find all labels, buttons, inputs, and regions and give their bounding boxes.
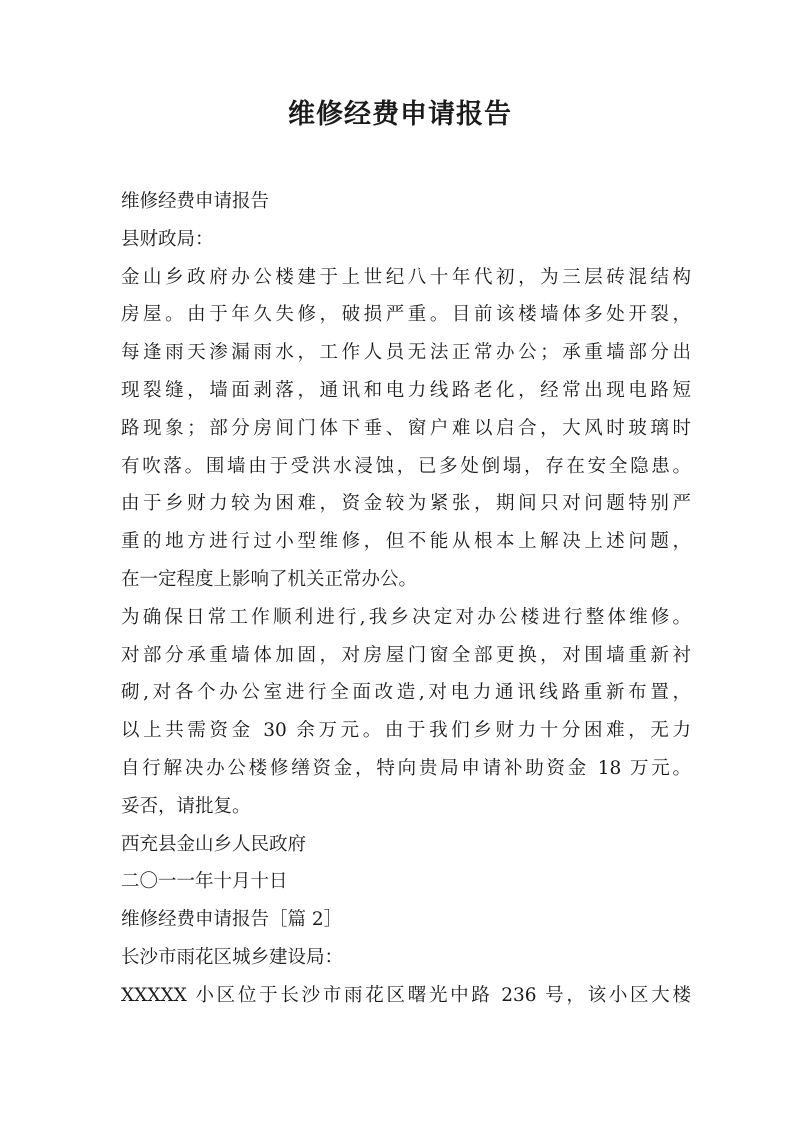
document-line: 砌,对各个办公室进行全面改造,对电力通讯线路重新布置， [121,682,691,704]
document-line: 妥否，请批复。 [121,795,251,817]
document-line: 西充县金山乡人民政府 [121,833,307,855]
document-line: 在一定程度上影响了机关正常办公。 [121,568,418,590]
document-line: 重的地方进行过小型维修，但不能从根本上解决上述问题， [121,531,691,553]
document-line: 县财政局： [121,228,214,250]
document-line: 以上共需资金 30 余万元。由于我们乡财力十分困难，无力 [121,720,691,742]
document-line: 维修经费申请报告 [121,191,270,212]
document-title: 维修经费申请报告 [288,99,512,130]
document-line: 为确保日常工作顺利进行,我乡决定对办公楼进行整体维修。 [121,606,691,628]
document-line: 金山乡政府办公楼建于上世纪八十年代初，为三层砖混结构 [121,266,691,288]
document-line: XXXXX 小区位于长沙市雨花区曙光中路 236 号，该小区大楼 [121,984,691,1006]
document-line: 二〇一一年十月十日 [121,871,288,893]
document-line: 有吹落。围墙由于受洪水浸蚀，已多处倒塌，存在安全隐患。 [121,455,691,477]
document-line: 长沙市雨花区城乡建设局： [121,946,344,968]
document-line: 现裂缝，墙面剥落，通讯和电力线路老化，经常出现电路短 [121,379,691,401]
document-line: 路现象；部分房间门体下垂、窗户难以启合，大风时玻璃时 [121,417,691,439]
document-line: 每逢雨天渗漏雨水，工作人员无法正常办公；承重墙部分出 [121,342,691,364]
document-line: 对部分承重墙体加固，对房屋门窗全部更换，对围墙重新衬 [121,644,691,666]
document-line: 自行解决办公楼修缮资金，特向贵局申请补助资金 18 万元。 [121,757,691,779]
document-line: 由于乡财力较为困难，资金较为紧张，期间只对问题特别严 [121,493,691,515]
document-line: 房屋。由于年久失修，破损严重。目前该楼墙体多处开裂， [121,304,691,326]
document-line: 维修经费申请报告［篇 2］ [121,909,343,931]
document-body [121,183,691,1015]
